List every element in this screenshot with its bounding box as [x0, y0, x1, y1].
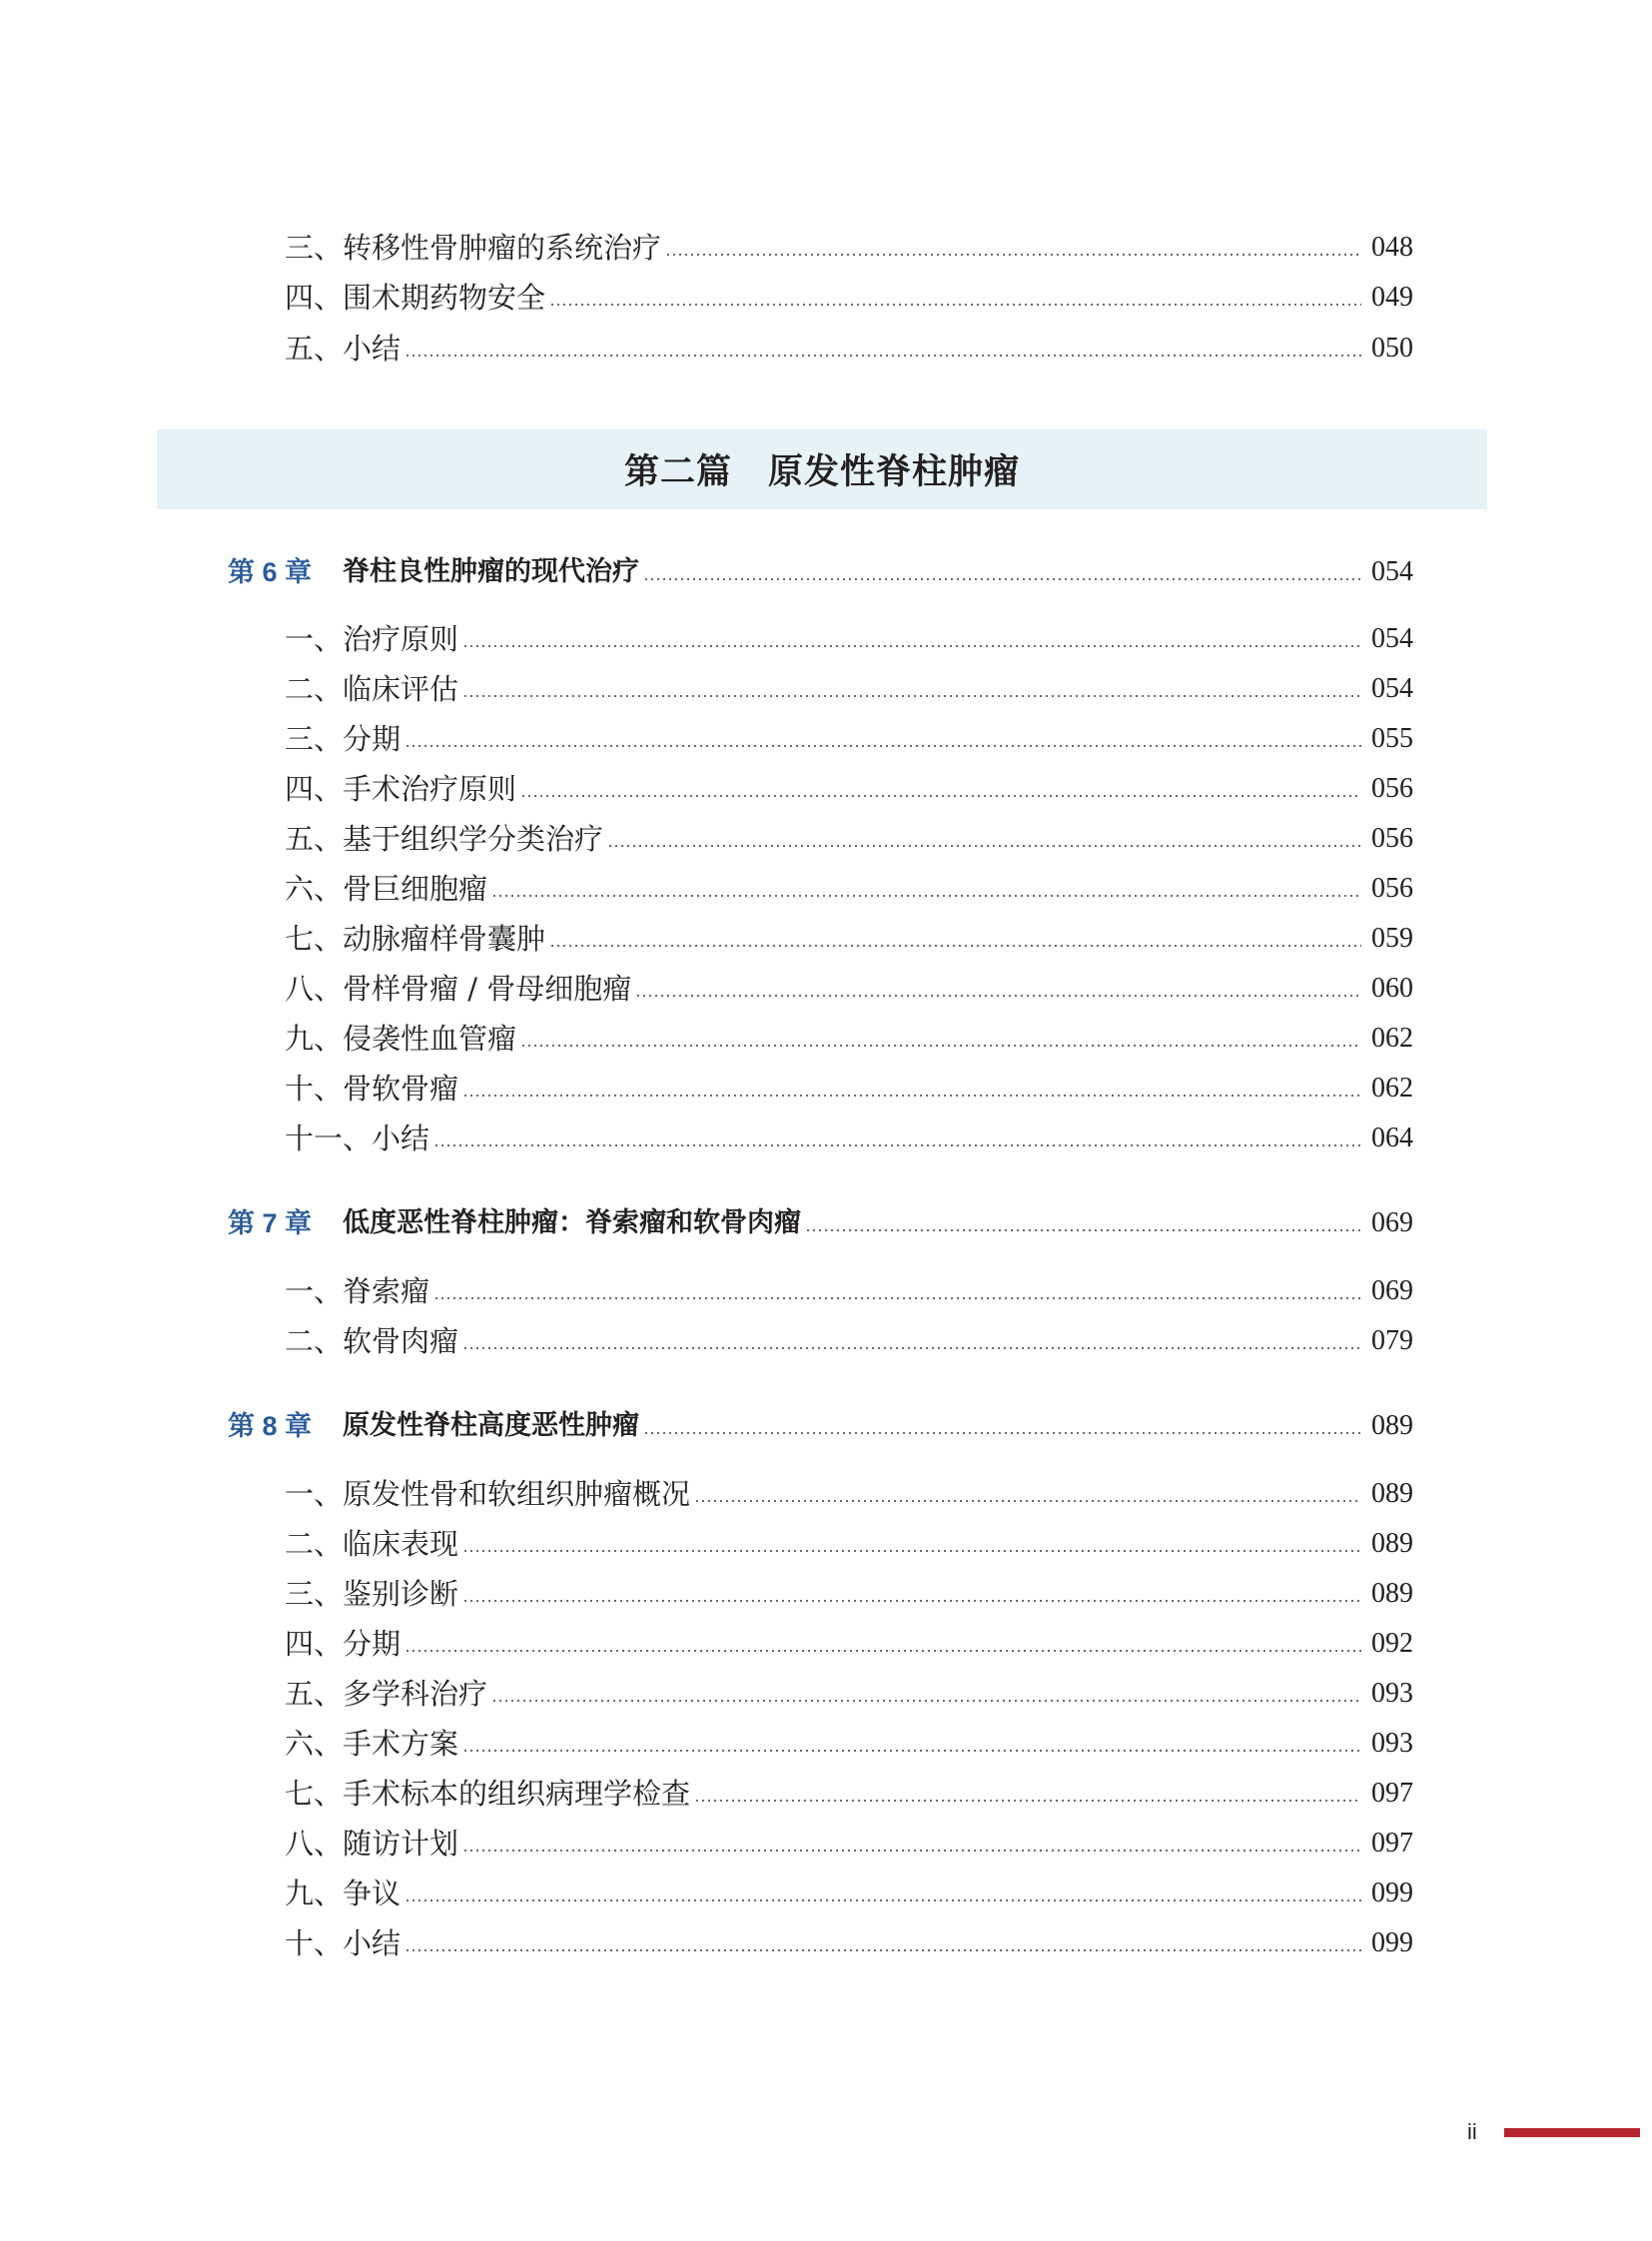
toc-entry[interactable] — [285, 719, 1413, 759]
dot-leader — [694, 1500, 1361, 1502]
dot-leader — [405, 1949, 1361, 1951]
chapter-title: 低度恶性脊柱肿瘤：脊索瘤和软骨肉瘤 — [343, 1207, 801, 1238]
toc-entry-title: 九、争议 — [285, 1876, 402, 1910]
folio-accent-bar — [1504, 2128, 1640, 2137]
toc-entry[interactable] — [285, 228, 1413, 268]
toc-entry-title: 七、手术标本的组织病理学检查 — [285, 1777, 691, 1811]
part-header — [157, 429, 1487, 509]
toc-entry-title: 四、分期 — [285, 1627, 402, 1661]
toc-entry-title: 五、基于组织学分类治疗 — [285, 822, 604, 856]
toc-entry[interactable] — [285, 1674, 1413, 1714]
toc-entry-title: 二、软骨肉瘤 — [285, 1324, 459, 1358]
toc-entry[interactable] — [285, 1774, 1413, 1814]
toc-entry-page: 092 — [1371, 1628, 1413, 1659]
dot-leader — [405, 1899, 1361, 1901]
toc-entry-page: 089 — [1371, 1478, 1413, 1509]
dot-leader — [433, 1297, 1361, 1299]
dot-leader — [665, 254, 1361, 256]
toc-entry[interactable] — [285, 919, 1413, 959]
toc-entry-page: 059 — [1371, 923, 1413, 954]
toc-entry-title: 三、转移性骨肿瘤的系统治疗 — [285, 231, 662, 265]
toc-entry[interactable] — [285, 1574, 1413, 1614]
toc-entry-page: 099 — [1371, 1927, 1413, 1958]
toc-entry-title: 五、多学科治疗 — [285, 1677, 488, 1711]
toc-entry-title: 八、骨样骨瘤 / 骨母细胞瘤 — [285, 972, 632, 1006]
toc-entry-title: 一、治疗原则 — [285, 622, 459, 656]
toc-entry-page: 056 — [1371, 823, 1413, 854]
toc-entry-page: 056 — [1371, 773, 1413, 804]
toc-entry-page: 089 — [1371, 1528, 1413, 1559]
toc-entry-title: 三、分期 — [285, 722, 402, 756]
dot-leader — [405, 745, 1361, 747]
dot-leader — [520, 1045, 1361, 1047]
toc-entry[interactable] — [285, 1474, 1413, 1514]
toc-entry-page: 089 — [1371, 1578, 1413, 1609]
dot-leader — [462, 1550, 1361, 1552]
toc-entry[interactable] — [285, 969, 1413, 1009]
toc-entry-page: 056 — [1371, 873, 1413, 904]
toc-entry-title: 七、动脉瘤样骨囊肿 — [285, 922, 546, 956]
dot-leader — [405, 1650, 1361, 1652]
chapter-entry[interactable] — [228, 1406, 1413, 1446]
toc-entry-title: 十、骨软骨瘤 — [285, 1072, 459, 1106]
dot-leader — [694, 1800, 1361, 1802]
toc-entry-page: 060 — [1371, 973, 1413, 1004]
chapter-page: 054 — [1371, 556, 1413, 587]
toc-entry-title: 十一、小结 — [285, 1121, 430, 1155]
chapter-number: 第 8 章 — [228, 1411, 313, 1441]
dot-leader — [643, 1432, 1361, 1434]
toc-entry-title: 六、骨巨细胞瘤 — [285, 872, 488, 906]
toc-entry-title: 一、脊索瘤 — [285, 1274, 430, 1308]
toc-entry[interactable] — [285, 1019, 1413, 1059]
dot-leader — [462, 1600, 1361, 1602]
toc-entry-page: 093 — [1371, 1678, 1413, 1709]
toc-entry-page: 049 — [1371, 282, 1413, 313]
toc-entry[interactable] — [285, 1271, 1413, 1311]
toc-entry-page: 050 — [1371, 333, 1413, 364]
toc-entry[interactable] — [285, 619, 1413, 659]
toc-entry-title: 二、临床表现 — [285, 1527, 459, 1561]
toc-entry-page: 048 — [1371, 232, 1413, 263]
part-title: 第二篇 原发性脊柱肿瘤 — [623, 452, 1020, 492]
toc-entry-page: 062 — [1371, 1073, 1413, 1104]
chapter-page: 069 — [1371, 1207, 1413, 1238]
dot-leader — [549, 304, 1361, 306]
chapter-entry[interactable] — [228, 552, 1413, 592]
toc-entry[interactable] — [285, 1923, 1413, 1963]
chapter-number: 第 7 章 — [228, 1208, 313, 1238]
toc-entry[interactable] — [285, 669, 1413, 709]
toc-entry-title: 一、原发性骨和软组织肿瘤概况 — [285, 1477, 691, 1511]
toc-entry-title: 二、临床评估 — [285, 672, 459, 706]
toc-entry-page: 064 — [1371, 1122, 1413, 1153]
toc-entry-title: 四、手术治疗原则 — [285, 772, 517, 806]
dot-leader — [549, 945, 1361, 947]
dot-leader — [491, 895, 1361, 897]
toc-entry[interactable] — [285, 869, 1413, 909]
dot-leader — [520, 795, 1361, 797]
dot-leader — [462, 695, 1361, 697]
dot-leader — [462, 1347, 1361, 1349]
toc-entry[interactable] — [285, 1873, 1413, 1913]
toc-entry[interactable] — [285, 1724, 1413, 1764]
dot-leader — [635, 995, 1361, 997]
dot-leader — [462, 1750, 1361, 1752]
toc-entry[interactable] — [285, 1119, 1413, 1158]
chapter-title: 原发性脊柱高度恶性肿瘤 — [343, 1410, 639, 1441]
dot-leader — [462, 645, 1361, 647]
toc-entry-page: 055 — [1371, 723, 1413, 754]
toc-entry-title: 十、小结 — [285, 1926, 402, 1960]
dot-leader — [433, 1144, 1361, 1146]
toc-entry[interactable] — [285, 329, 1413, 369]
toc-entry[interactable] — [285, 278, 1413, 318]
chapter-number: 第 6 章 — [228, 557, 313, 587]
toc-entry-title: 九、侵袭性血管瘤 — [285, 1022, 517, 1056]
toc-entry-title: 八、随访计划 — [285, 1827, 459, 1861]
toc-entry-page: 054 — [1371, 673, 1413, 704]
toc-entry-title: 四、围术期药物安全 — [285, 281, 546, 315]
toc-entry-page: 093 — [1371, 1728, 1413, 1759]
dot-leader — [491, 1700, 1361, 1702]
toc-entry[interactable] — [285, 1524, 1413, 1564]
toc-entry-page: 062 — [1371, 1023, 1413, 1054]
toc-entry[interactable] — [285, 1321, 1413, 1361]
toc-entry-page: 099 — [1371, 1877, 1413, 1908]
chapter-page: 089 — [1371, 1410, 1413, 1441]
toc-entry-page: 097 — [1371, 1778, 1413, 1809]
toc-entry[interactable] — [285, 769, 1413, 809]
chapter-title: 脊柱良性肿瘤的现代治疗 — [343, 556, 639, 587]
toc-entry[interactable] — [285, 1624, 1413, 1664]
toc-entry-page: 069 — [1371, 1275, 1413, 1306]
toc-entry-title: 六、手术方案 — [285, 1727, 459, 1761]
dot-leader — [607, 845, 1361, 847]
toc-entry-page: 097 — [1371, 1828, 1413, 1859]
toc-entry[interactable] — [285, 819, 1413, 859]
dot-leader — [643, 578, 1361, 580]
page-number: ii — [1467, 2119, 1477, 2144]
dot-leader — [462, 1850, 1361, 1852]
toc-entry-page: 079 — [1371, 1325, 1413, 1356]
dot-leader — [805, 1229, 1361, 1231]
dot-leader — [405, 355, 1361, 357]
toc-entry-page: 054 — [1371, 623, 1413, 654]
toc-entry[interactable] — [285, 1069, 1413, 1109]
chapter-entry[interactable] — [228, 1203, 1413, 1243]
toc-entry-title: 三、鉴别诊断 — [285, 1577, 459, 1611]
toc-entry[interactable] — [285, 1824, 1413, 1864]
toc-entry-title: 五、小结 — [285, 332, 402, 366]
dot-leader — [462, 1095, 1361, 1097]
